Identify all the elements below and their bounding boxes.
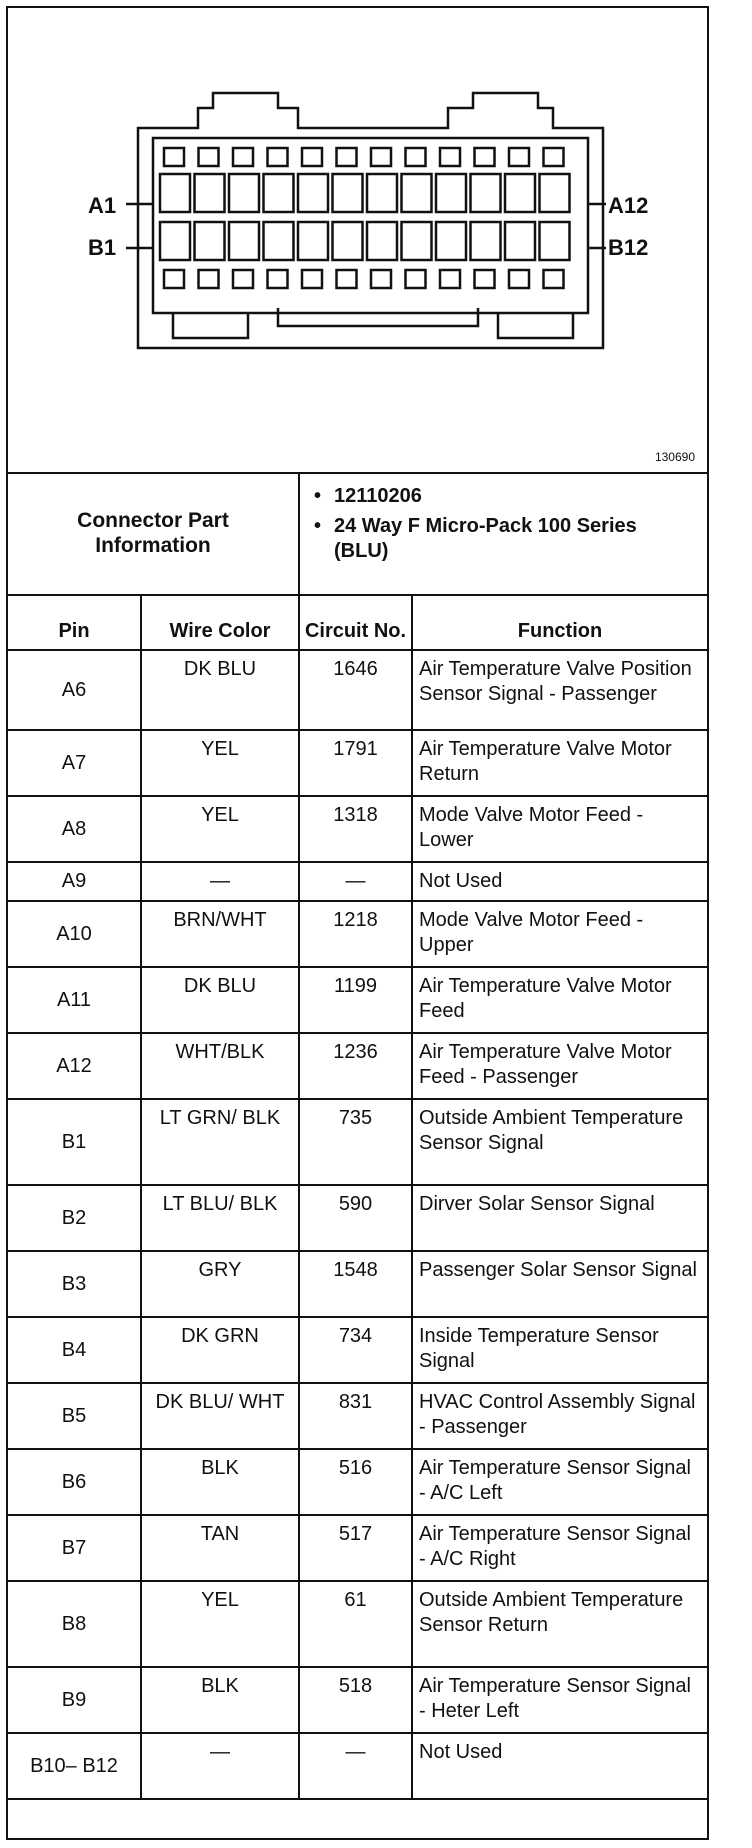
- cell-function: Air Temperature Valve Motor Feed: [412, 967, 707, 1033]
- connector-info-title-line2: Information: [95, 534, 211, 557]
- cell-wire-color: —: [141, 862, 299, 901]
- cell-pin: B3: [8, 1251, 141, 1317]
- cell-pin: B9: [8, 1667, 141, 1733]
- table-row: [8, 862, 707, 901]
- cell-circuit-no: 1318: [299, 796, 412, 862]
- cavity-a: [367, 174, 397, 212]
- foot-right: [498, 313, 573, 338]
- cell-function: Mode Valve Motor Feed - Upper: [412, 901, 707, 967]
- cell-circuit-no: 1548: [299, 1251, 412, 1317]
- table-row: [8, 1667, 707, 1733]
- cavity-b: [471, 222, 501, 260]
- cell-circuit-no: 518: [299, 1667, 412, 1733]
- cell-pin: A10: [8, 901, 141, 967]
- latch-bottom: [233, 270, 253, 288]
- cell-pin: B2: [8, 1185, 141, 1251]
- latch-bottom: [406, 270, 426, 288]
- label-b12: B12: [608, 235, 649, 260]
- latch-top: [440, 148, 460, 166]
- cell-wire-color: GRY: [141, 1251, 299, 1317]
- header-wire-color: Wire Color: [141, 594, 299, 650]
- cavity-b: [367, 222, 397, 260]
- table-row: [8, 1733, 707, 1799]
- cell-wire-color: TAN: [141, 1515, 299, 1581]
- cell-function: Dirver Solar Sensor Signal: [412, 1185, 707, 1251]
- cavity-a: [505, 174, 535, 212]
- cavity-a: [195, 174, 225, 212]
- connector-info-title: [8, 472, 300, 594]
- cell-circuit-no: 1791: [299, 730, 412, 796]
- latch-top: [268, 148, 288, 166]
- cavity-b: [229, 222, 259, 260]
- cavity-a: [160, 174, 190, 212]
- cell-wire-color: LT BLU/ BLK: [141, 1185, 299, 1251]
- table-row: [8, 1449, 707, 1515]
- table-row: [8, 1581, 707, 1667]
- latch-bottom: [164, 270, 184, 288]
- cell-wire-color: WHT/BLK: [141, 1033, 299, 1099]
- table-row: [8, 1383, 707, 1449]
- table-row: [8, 1251, 707, 1317]
- cell-wire-color: —: [141, 1733, 299, 1799]
- cavity-b: [264, 222, 294, 260]
- latch-top: [233, 148, 253, 166]
- cell-pin: A6: [8, 650, 141, 730]
- cell-pin: A9: [8, 862, 141, 901]
- figure-number: 130690: [654, 450, 695, 464]
- pinout-table: [8, 594, 707, 1800]
- cell-wire-color: DK BLU: [141, 650, 299, 730]
- table-row: [8, 1515, 707, 1581]
- table-row: [8, 1033, 707, 1099]
- cell-circuit-no: 1218: [299, 901, 412, 967]
- cell-pin: B6: [8, 1449, 141, 1515]
- cell-circuit-no: 1236: [299, 1033, 412, 1099]
- cell-circuit-no: 590: [299, 1185, 412, 1251]
- cell-pin: A11: [8, 967, 141, 1033]
- cavity-a: [298, 174, 328, 212]
- header-pin: Pin: [8, 594, 141, 650]
- table-row: [8, 1185, 707, 1251]
- cell-pin: B8: [8, 1581, 141, 1667]
- cell-function: Outside Ambient Temperature Sensor Signal: [412, 1099, 707, 1185]
- cavity-b: [540, 222, 570, 260]
- cell-circuit-no: 516: [299, 1449, 412, 1515]
- table-row: [8, 901, 707, 967]
- cell-wire-color: BRN/WHT: [141, 901, 299, 967]
- cell-function: Not Used: [412, 862, 707, 901]
- cavity-a: [540, 174, 570, 212]
- part-number: • 12110206: [314, 484, 693, 509]
- cell-wire-color: BLK: [141, 1667, 299, 1733]
- foot-left: [173, 313, 248, 338]
- label-a12: A12: [608, 193, 649, 218]
- cavity-a: [402, 174, 432, 212]
- latch-bottom: [440, 270, 460, 288]
- cell-wire-color: LT GRN/ BLK: [141, 1099, 299, 1185]
- label-a1: A1: [88, 193, 117, 218]
- latch-bottom: [337, 270, 357, 288]
- cell-pin: A12: [8, 1033, 141, 1099]
- latch-top: [544, 148, 564, 166]
- cavity-a: [471, 174, 501, 212]
- cell-circuit-no: 735: [299, 1099, 412, 1185]
- cell-function: Not Used: [412, 1733, 707, 1799]
- table-row: [8, 1099, 707, 1185]
- latch-bottom: [544, 270, 564, 288]
- latch-top: [475, 148, 495, 166]
- table-row: [8, 730, 707, 796]
- connector-info-details: [300, 472, 707, 594]
- latch-bottom: [268, 270, 288, 288]
- connector-type: • 24 Way F Micro-Pack 100 Series (BLU): [314, 514, 693, 564]
- cavity-a: [333, 174, 363, 212]
- cell-wire-color: DK BLU/ WHT: [141, 1383, 299, 1449]
- cavity-a: [436, 174, 466, 212]
- cell-wire-color: YEL: [141, 796, 299, 862]
- cell-function: HVAC Control Assembly Signal - Passenger: [412, 1383, 707, 1449]
- cell-circuit-no: —: [299, 1733, 412, 1799]
- cavity-b: [505, 222, 535, 260]
- cell-wire-color: YEL: [141, 730, 299, 796]
- header-circuit-no: Circuit No.: [299, 594, 412, 650]
- connector-info-title-line1: Connector Part: [77, 508, 229, 532]
- latch-top: [406, 148, 426, 166]
- cell-pin: B7: [8, 1515, 141, 1581]
- latch-top: [371, 148, 391, 166]
- connector-housing-outline: [138, 93, 603, 348]
- cavity-b: [436, 222, 466, 260]
- latch-bottom: [509, 270, 529, 288]
- cell-function: Air Temperature Sensor Signal - A/C Left: [412, 1449, 707, 1515]
- cell-pin: A8: [8, 796, 141, 862]
- cell-wire-color: DK GRN: [141, 1317, 299, 1383]
- cell-function: Passenger Solar Sensor Signal: [412, 1251, 707, 1317]
- cell-wire-color: YEL: [141, 1581, 299, 1667]
- latch-top: [509, 148, 529, 166]
- latch-top: [199, 148, 219, 166]
- cell-function: Air Temperature Valve Motor Feed - Passenger: [412, 1033, 707, 1099]
- label-b1: B1: [88, 235, 117, 260]
- cell-circuit-no: 1646: [299, 650, 412, 730]
- connector-sheet: [6, 6, 709, 1840]
- cell-circuit-no: 831: [299, 1383, 412, 1449]
- table-row: [8, 1317, 707, 1383]
- cell-function: Mode Valve Motor Feed - Lower: [412, 796, 707, 862]
- cell-circuit-no: —: [299, 862, 412, 901]
- header-function: Function: [412, 594, 707, 650]
- cavity-b: [298, 222, 328, 260]
- cell-function: Air Temperature Valve Position Sensor Signal - Passenger: [412, 650, 707, 730]
- latch-bottom: [475, 270, 495, 288]
- latch-top: [302, 148, 322, 166]
- cell-function: Inside Temperature Sensor Signal: [412, 1317, 707, 1383]
- cell-function: Air Temperature Sensor Signal - A/C Right: [412, 1515, 707, 1581]
- latch-bottom: [199, 270, 219, 288]
- cavity-b: [195, 222, 225, 260]
- connector-diagram: [8, 8, 707, 474]
- cell-pin: A7: [8, 730, 141, 796]
- keyway: [278, 308, 478, 326]
- table-row: [8, 796, 707, 862]
- cell-pin: B5: [8, 1383, 141, 1449]
- table-row: [8, 967, 707, 1033]
- cell-circuit-no: 61: [299, 1581, 412, 1667]
- cavity-a: [229, 174, 259, 212]
- latch-top: [164, 148, 184, 166]
- cavity-b: [402, 222, 432, 260]
- cell-circuit-no: 1199: [299, 967, 412, 1033]
- cell-wire-color: BLK: [141, 1449, 299, 1515]
- cell-circuit-no: 517: [299, 1515, 412, 1581]
- cavity-b: [160, 222, 190, 260]
- cell-function: Outside Ambient Temperature Sensor Return: [412, 1581, 707, 1667]
- cell-pin: B10– B12: [8, 1733, 141, 1799]
- cell-function: Air Temperature Sensor Signal - Heter Left: [412, 1667, 707, 1733]
- cell-circuit-no: 734: [299, 1317, 412, 1383]
- cavity-b: [333, 222, 363, 260]
- table-row: [8, 650, 707, 730]
- latch-bottom: [371, 270, 391, 288]
- cavity-a: [264, 174, 294, 212]
- latch-top: [337, 148, 357, 166]
- latch-bottom: [302, 270, 322, 288]
- cell-function: Air Temperature Valve Motor Return: [412, 730, 707, 796]
- cell-pin: B1: [8, 1099, 141, 1185]
- cell-wire-color: DK BLU: [141, 967, 299, 1033]
- cell-pin: B4: [8, 1317, 141, 1383]
- connector-part-information: [8, 472, 707, 596]
